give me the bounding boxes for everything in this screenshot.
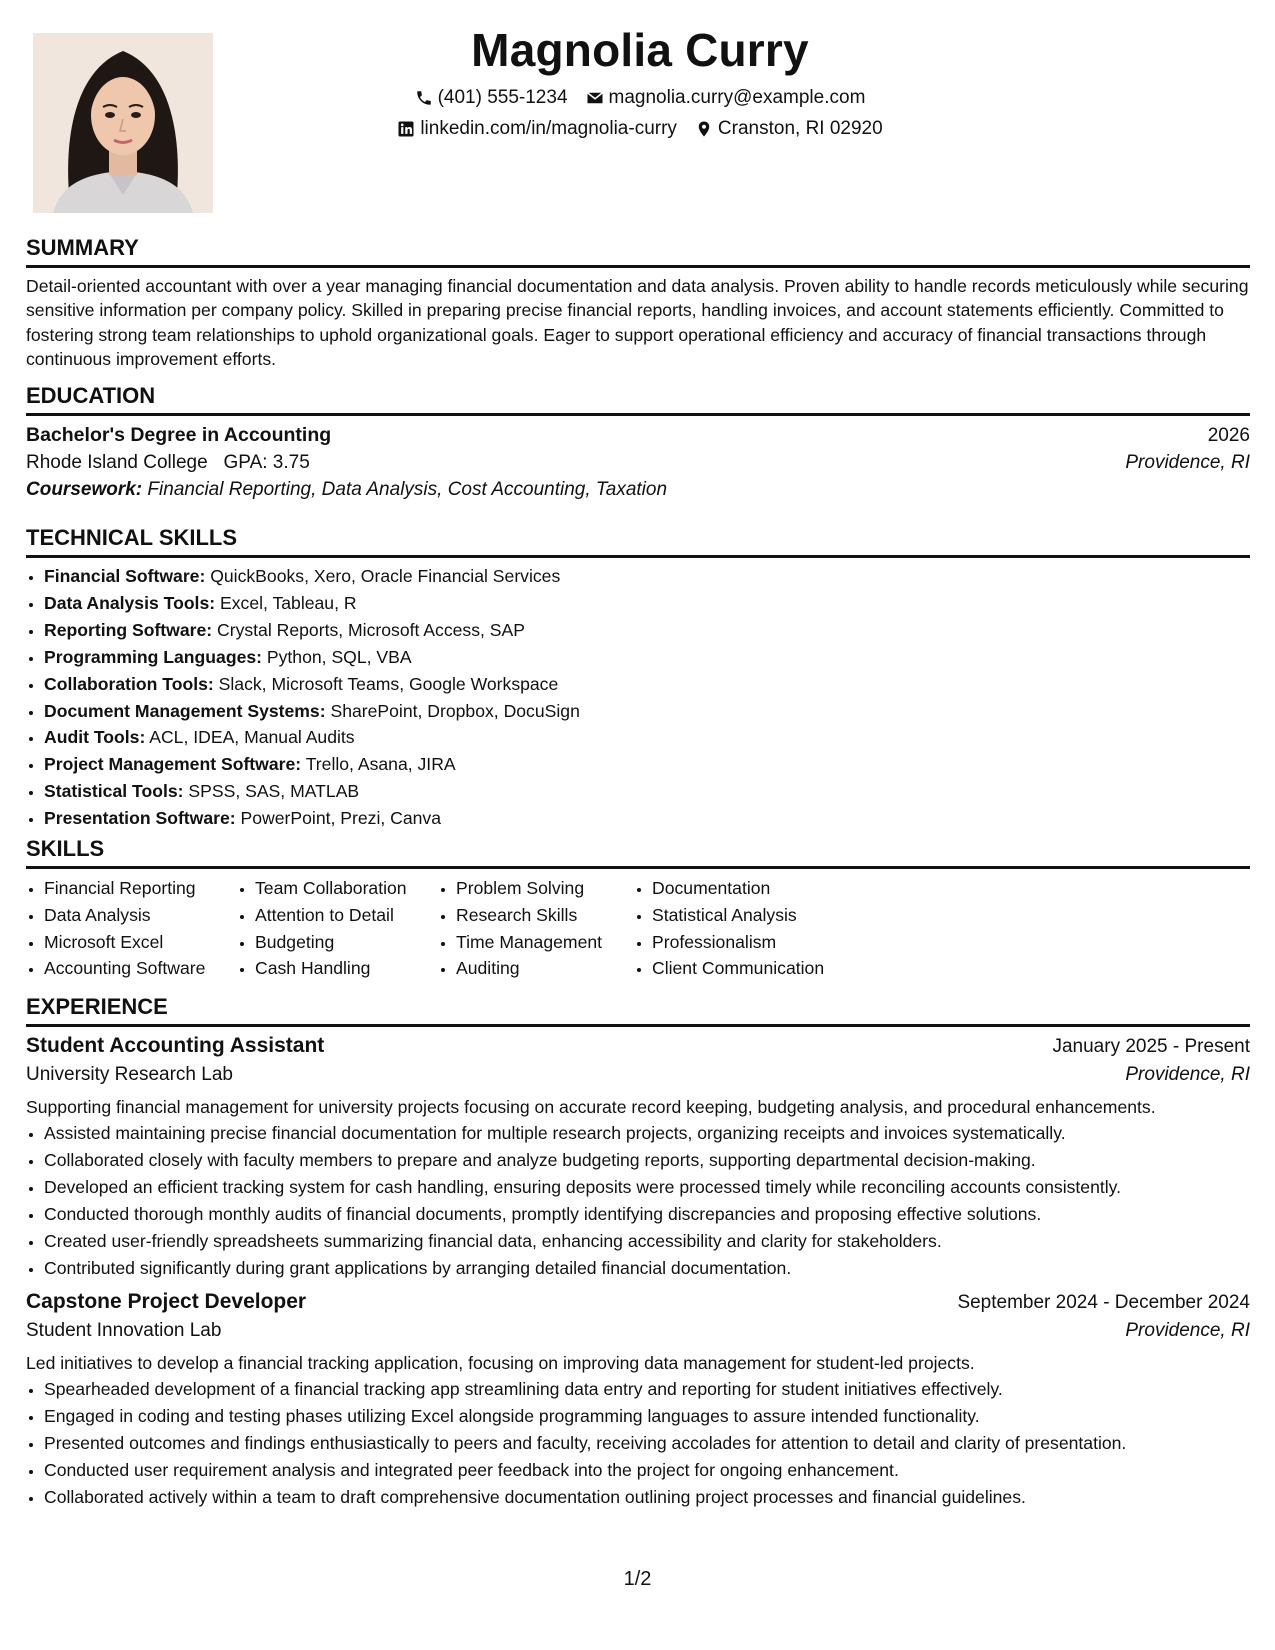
job-location: Providence, RI bbox=[1125, 1064, 1250, 1085]
envelope-icon bbox=[586, 89, 604, 107]
skills-column bbox=[438, 875, 634, 982]
list-item: • Team Collaboration bbox=[255, 875, 438, 902]
list-item: • Presented outcomes and findings enthusiastically to peers and faculty, receiving accolades for attention to detail and clarity of presentation. bbox=[44, 1430, 1250, 1457]
skills-column bbox=[634, 875, 874, 982]
coursework-list: Financial Reporting, Data Analysis, Cost Accounting, Taxation bbox=[147, 479, 668, 500]
section-divider bbox=[26, 866, 1250, 869]
job-organization: Student Innovation Lab bbox=[26, 1320, 222, 1342]
summary-heading: SUMMARY bbox=[26, 235, 139, 260]
linkedin-link[interactable]: linkedin.com/in/magnolia-curry bbox=[420, 118, 677, 139]
graduation-year: 2026 bbox=[1207, 425, 1250, 446]
list-item: • Time Management bbox=[456, 929, 634, 956]
list-item: • Cash Handling bbox=[255, 955, 438, 982]
summary-text: Detail-oriented accountant with over a year managing financial documentation and data analysis. Proven ability to handle records meticulously while securing sensitive information per company policy. Skilled in preparing precise financial reports, handling invoices, and account statements efficiently. Committed to fostering strong team relationships to uphold organizational goals. Eager to support operational efficiency and accuracy of financial transactions through continuous improvement efforts. bbox=[26, 276, 1249, 370]
job-title: Capstone Project Developer bbox=[26, 1290, 307, 1314]
job-bullets bbox=[26, 1376, 1250, 1511]
list-item bbox=[44, 590, 1250, 617]
experience-section bbox=[26, 993, 1250, 1511]
coursework-label: Coursework: bbox=[26, 479, 143, 500]
contact-line-1 bbox=[260, 82, 1020, 113]
list-item bbox=[44, 698, 1250, 725]
section-divider bbox=[26, 555, 1250, 558]
skill-category: Presentation Software: bbox=[44, 808, 236, 829]
resume-header bbox=[260, 18, 1020, 144]
list-item: • Collaborated actively within a team to draft comprehensive documentation outlining project processes and financial guidelines. bbox=[44, 1484, 1250, 1511]
summary-section bbox=[26, 234, 1250, 372]
job-entry bbox=[26, 1034, 1250, 1281]
list-item bbox=[44, 644, 1250, 671]
education-heading: EDUCATION bbox=[26, 383, 156, 408]
degree-name: Bachelor's Degree in Accounting bbox=[26, 424, 332, 446]
list-item: • Conducted thorough monthly audits of financial documents, promptly identifying discrepancies and proposing effective solutions. bbox=[44, 1201, 1250, 1228]
list-item: • Contributed significantly during grant applications by arranging detailed financial documentation. bbox=[44, 1255, 1250, 1282]
list-item bbox=[44, 563, 1250, 590]
phone-contact bbox=[415, 82, 568, 113]
education-row-2 bbox=[26, 452, 1250, 474]
job-location: Providence, RI bbox=[1125, 1320, 1250, 1342]
list-item: • Engaged in coding and testing phases utilizing Excel alongside programming languages to assure intended functionality. bbox=[44, 1403, 1250, 1430]
job-bullets bbox=[26, 1120, 1250, 1281]
school-location: Providence, RI bbox=[1125, 452, 1250, 473]
gpa: GPA: 3.75 bbox=[223, 452, 310, 473]
coursework-line bbox=[26, 479, 1250, 501]
skill-category: Reporting Software: bbox=[44, 619, 213, 640]
list-item: • Accounting Software bbox=[44, 955, 237, 982]
list-item: • Developed an efficient tracking system for cash handling, ensuring deposits were processed timely while reconciling accounts consistently. bbox=[44, 1174, 1250, 1201]
skill-category: Statistical Tools: bbox=[44, 781, 184, 802]
portrait-illustration bbox=[33, 33, 213, 213]
contact-line-2 bbox=[260, 113, 1020, 144]
job-organization: University Research Lab bbox=[26, 1064, 233, 1085]
list-item: • Client Communication bbox=[652, 955, 874, 982]
skill-values: Trello, Asana, JIRA bbox=[305, 754, 456, 775]
skill-category: Document Management Systems: bbox=[44, 700, 326, 721]
technical-skills-section bbox=[26, 524, 1250, 832]
list-item: • Research Skills bbox=[456, 902, 634, 929]
skill-category: Financial Software: bbox=[44, 566, 206, 586]
page-number: 1/2 bbox=[623, 1568, 652, 1590]
job-dates: January 2025 - Present bbox=[1052, 1036, 1250, 1057]
list-item: • Auditing bbox=[456, 955, 634, 982]
list-item bbox=[44, 805, 1250, 832]
linkedin-icon bbox=[397, 120, 415, 138]
list-item: • Microsoft Excel bbox=[44, 929, 237, 956]
list-item bbox=[44, 671, 1250, 698]
location-contact bbox=[695, 113, 883, 144]
list-item: • Professionalism bbox=[652, 929, 874, 956]
email-contact[interactable] bbox=[586, 82, 866, 113]
list-item bbox=[44, 751, 1250, 778]
list-item: • Conducted user requirement analysis and integrated peer feedback into the project for ongoing enhancement. bbox=[44, 1457, 1250, 1484]
list-item: • Data Analysis bbox=[44, 902, 237, 929]
list-item bbox=[44, 778, 1250, 805]
list-item: • Spearheaded development of a financial tracking app streamlining data entry and reporting for student initiatives effectively. bbox=[44, 1376, 1250, 1403]
skill-values: PowerPoint, Prezi, Canva bbox=[240, 808, 441, 829]
list-item: • Budgeting bbox=[255, 929, 438, 956]
job-header-row bbox=[26, 1290, 1250, 1314]
job-entry bbox=[26, 1290, 1250, 1511]
section-divider bbox=[26, 413, 1250, 416]
list-item: • Problem Solving bbox=[456, 875, 634, 902]
skill-values: ACL, IDEA, Manual Audits bbox=[149, 727, 355, 748]
list-item: • Created user-friendly spreadsheets summarizing financial data, enhancing accessibility and clarity for stakeholders. bbox=[44, 1228, 1250, 1255]
job-header-row bbox=[26, 1034, 1250, 1058]
skills-column bbox=[237, 875, 438, 982]
email-link[interactable]: magnolia.curry@example.com bbox=[608, 87, 866, 108]
skill-values: Excel, Tableau, R bbox=[219, 592, 357, 613]
candidate-name: Magnolia Curry bbox=[471, 24, 809, 76]
skills-column bbox=[26, 875, 237, 982]
skills-section bbox=[26, 835, 1250, 982]
job-summary: Led initiatives to develop a financial tracking application, focusing on improving data management for student-led projects. bbox=[26, 1353, 975, 1374]
experience-heading: EXPERIENCE bbox=[26, 994, 168, 1019]
technical-skills-heading: TECHNICAL SKILLS bbox=[26, 525, 238, 550]
list-item: • Documentation bbox=[652, 875, 874, 902]
school-name: Rhode Island College bbox=[26, 452, 208, 473]
linkedin-contact[interactable] bbox=[397, 113, 677, 144]
school-info bbox=[26, 452, 310, 474]
education-section bbox=[26, 382, 1250, 501]
profile-photo bbox=[33, 33, 213, 213]
skill-values: Slack, Microsoft Teams, Google Workspace bbox=[218, 673, 559, 694]
job-org-row bbox=[26, 1064, 1250, 1086]
job-title: Student Accounting Assistant bbox=[26, 1034, 325, 1057]
list-item: • Attention to Detail bbox=[255, 902, 438, 929]
skill-category: Collaboration Tools: bbox=[44, 673, 214, 694]
list-item: • Statistical Analysis bbox=[652, 902, 874, 929]
list-item: • Assisted maintaining precise financial documentation for multiple research projects, organizing receipts and invoices systematically. bbox=[44, 1120, 1250, 1147]
section-divider bbox=[26, 265, 1250, 268]
skill-values: SPSS, SAS, MATLAB bbox=[188, 781, 360, 802]
skill-values: SharePoint, Dropbox, DocuSign bbox=[330, 700, 580, 721]
job-org-row bbox=[26, 1320, 1250, 1342]
list-item: • Collaborated closely with faculty members to prepare and analyze budgeting reports, supporting departmental decision-making. bbox=[44, 1147, 1250, 1174]
section-divider bbox=[26, 1024, 1250, 1027]
skill-values: QuickBooks, Xero, Oracle Financial Services bbox=[210, 566, 561, 586]
skill-category: Audit Tools: bbox=[44, 727, 146, 748]
skill-values: Crystal Reports, Microsoft Access, SAP bbox=[217, 619, 525, 640]
skill-category: Programming Languages: bbox=[44, 646, 262, 667]
map-pin-icon bbox=[695, 120, 713, 138]
phone-icon bbox=[415, 89, 433, 107]
skill-category: Project Management Software: bbox=[44, 754, 302, 775]
phone-text: (401) 555-1234 bbox=[437, 87, 568, 108]
job-summary: Supporting financial management for university projects focusing on accurate record keeping, budgeting analysis, and procedural enhancements. bbox=[26, 1097, 1156, 1117]
job-dates: September 2024 - December 2024 bbox=[957, 1292, 1250, 1314]
list-item: • Financial Reporting bbox=[44, 875, 237, 902]
skill-category: Data Analysis Tools: bbox=[44, 592, 216, 613]
location-text: Cranston, RI 02920 bbox=[717, 118, 883, 139]
education-row-1 bbox=[26, 424, 1250, 447]
skills-heading: SKILLS bbox=[26, 836, 105, 861]
skills-grid bbox=[26, 875, 1250, 982]
skill-values: Python, SQL, VBA bbox=[266, 646, 412, 667]
list-item bbox=[44, 617, 1250, 644]
list-item bbox=[44, 724, 1250, 751]
technical-skills-list bbox=[26, 563, 1250, 832]
